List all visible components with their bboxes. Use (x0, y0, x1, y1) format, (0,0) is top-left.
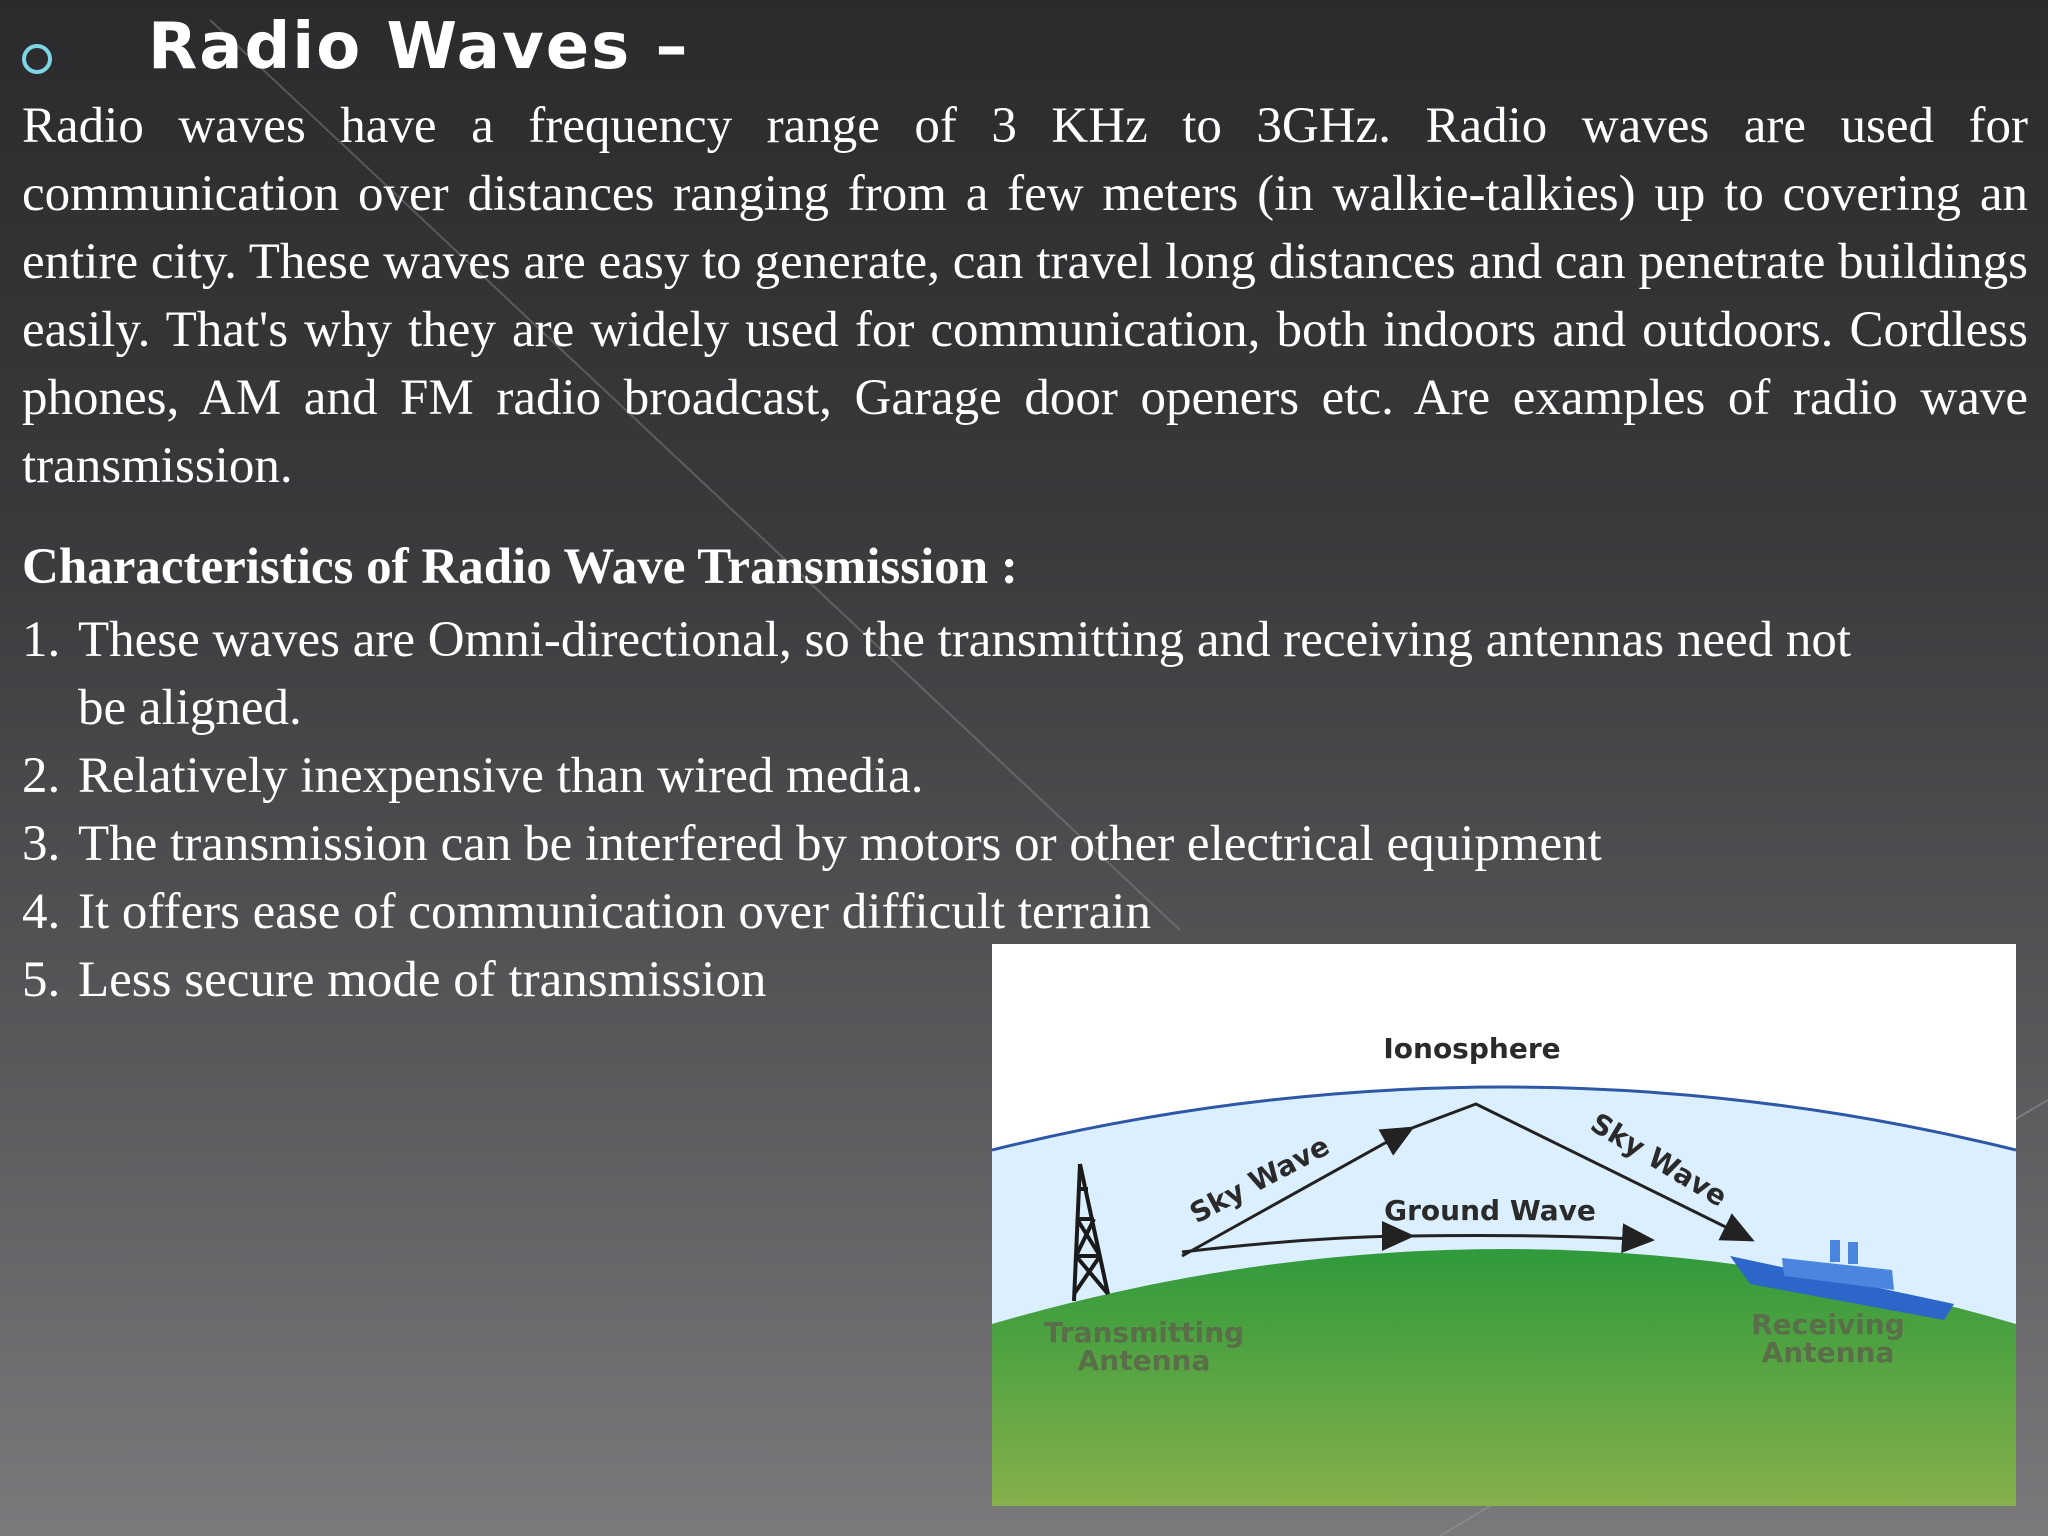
sky-wave-left-label: Sky Wave (1184, 1129, 1335, 1231)
list-item-text: Less secure mode of transmission (78, 952, 767, 1008)
receiving-antenna-label: Antenna (1761, 1336, 1895, 1369)
ground-wave-label: Ground Wave (1384, 1194, 1596, 1227)
list-item-number: 3. (22, 816, 61, 872)
list-item-text: The transmission can be interfered by motors or other electrical equipment (78, 816, 1602, 872)
circle-bullet-icon (22, 44, 52, 74)
list-item (22, 606, 1922, 742)
list-item (22, 810, 1922, 878)
list-item-number: 5. (22, 952, 61, 1008)
slide-title: Radio Waves – (148, 10, 690, 84)
list-item-number: 4. (22, 884, 61, 940)
list-item-number: 2. (22, 748, 61, 804)
receiving-antenna-label: Receiving (1751, 1308, 1905, 1341)
list-item (22, 742, 1922, 810)
intro-paragraph: Radio waves have a frequency range of 3 KHz to 3GHz. Radio waves are used for communication over distances ranging from a few meters (in walkie-talkies) up to covering an entire city. These waves are easy to generate, can travel long distances and can penetrate buildings easily. That's why they are widely used for communication, both indoors and outdoors. Cordless phones, AM and FM radio broadcast, Garage door openers etc. Are examples of radio wave transmission. (22, 98, 2028, 494)
sky-wave-right-label: Sky Wave (1584, 1106, 1733, 1214)
list-item-number: 1. (22, 612, 61, 668)
transmitting-antenna-label: Antenna (1077, 1344, 1211, 1377)
ionosphere-label: Ionosphere (1383, 1032, 1561, 1065)
list-item-text: Relatively inexpensive than wired media. (78, 748, 924, 804)
transmitting-antenna-label: Transmitting (1043, 1316, 1245, 1349)
list-item (22, 878, 1922, 946)
radio-propagation-diagram (992, 944, 2016, 1506)
characteristics-heading: Characteristics of Radio Wave Transmission : (22, 539, 1018, 595)
list-item-text: These waves are Omni-directional, so the transmitting and receiving antennas need not be aligned. (78, 612, 1852, 736)
list-item-text: It offers ease of communication over difficult terrain (78, 884, 1151, 940)
